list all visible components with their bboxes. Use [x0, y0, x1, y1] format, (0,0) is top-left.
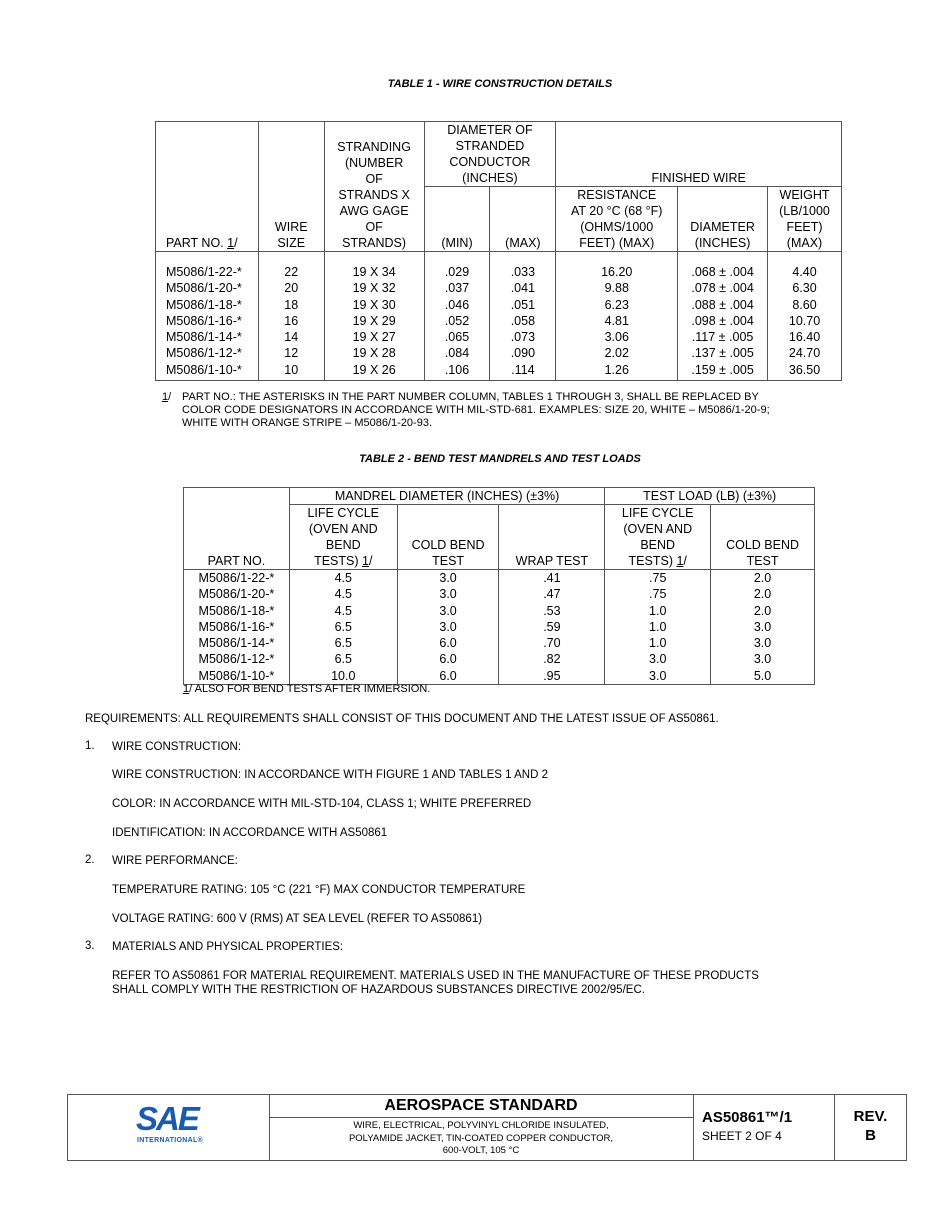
section-1-number: 1. — [85, 740, 95, 752]
standard-title: AEROSPACE STANDARD — [269, 1095, 693, 1118]
header-min: (MIN) — [424, 187, 490, 252]
rev-value: B — [865, 1127, 876, 1144]
column-part-no: M5086/1-22-* M5086/1-20-* M5086/1-18-* M5086/1-16-* M5086/1-14-* M5086/1-12-* M5086/1-10-* — [156, 252, 259, 381]
header-conductor-diameter: DIAMETER OF STRANDED CONDUCTOR (INCHES) — [424, 122, 556, 187]
logo-cell — [68, 1095, 270, 1160]
header-part-no: PART NO. 1/ — [156, 122, 259, 252]
section-3-number: 3. — [85, 940, 95, 952]
header-resistance: RESISTANCE AT 20 °C (68 °F) (OHMS/1000 FEET) (MAX) — [556, 187, 678, 252]
column-part-no: M5086/1-22-* M5086/1-20-* M5086/1-18-* M5086/1-16-* M5086/1-14-* M5086/1-12-* M5086/1-10-* — [184, 570, 290, 685]
column-mandrel-cold: 3.0 3.0 3.0 3.0 6.0 6.0 6.0 — [397, 570, 499, 685]
bend-test-table — [183, 487, 815, 685]
sae-logo: SAE — [136, 1100, 198, 1137]
header-wire-size: WIRE SIZE — [258, 122, 324, 252]
header-mandrel-cold-bend: COLD BEND TEST — [397, 505, 499, 570]
header-weight: WEIGHT (LB/1000 FEET) (MAX) — [768, 187, 842, 252]
doc-number: AS50861™/1 — [702, 1109, 793, 1126]
requirements-statement: REQUIREMENTS: ALL REQUIREMENTS SHALL CONSIST OF THIS DOCUMENT AND THE LATEST ISSUE OF AS50861. — [85, 713, 719, 725]
column-min: .029 .037 .046 .052 .065 .084 .106 — [424, 252, 490, 381]
standard-description: WIRE, ELECTRICAL, POLYVINYL CHLORIDE INSULATED, POLYAMIDE JACKET, TIN-COATED COPPER CONDUCTOR, 600-VOLT, 105 °C — [348, 1120, 614, 1156]
section-3-item: SHALL COMPLY WITH THE RESTRICTION OF HAZARDOUS SUBSTANCES DIRECTIVE 2002/95/EC. — [112, 984, 645, 996]
column-max: .033 .041 .051 .058 .073 .090 .114 — [490, 252, 556, 381]
header-stranding: STRANDING (NUMBER OF STRANDS X AWG GAGE OF STRANDS) — [324, 122, 424, 252]
header-max: (MAX) — [490, 187, 556, 252]
header-part-no: PART NO. — [184, 488, 290, 570]
doc-number-cell — [694, 1095, 835, 1160]
table1-caption: TABLE 1 - WIRE CONSTRUCTION DETAILS — [387, 78, 613, 90]
column-stranding: 19 X 34 19 X 32 19 X 30 19 X 29 19 X 27 19 X 28 19 X 26 — [324, 252, 424, 381]
column-wire-size: 22 20 18 16 14 12 10 — [258, 252, 324, 381]
section-1-title: WIRE CONSTRUCTION: — [112, 741, 242, 753]
sae-logo-sub: INTERNATIONAL® — [137, 1137, 204, 1144]
table2-footnote: 1/ ALSO FOR BEND TESTS AFTER IMMERSION. — [183, 683, 431, 695]
section-3-item: REFER TO AS50861 FOR MATERIAL REQUIREMENT. MATERIALS USED IN THE MANUFACTURE OF THESE PRODUCTS — [112, 970, 759, 982]
table2-caption: TABLE 2 - BEND TEST MANDRELS AND TEST LOADS — [359, 453, 641, 465]
section-2-item: TEMPERATURE RATING: 105 °C (221 °F) MAX CONDUCTOR TEMPERATURE — [112, 884, 526, 896]
column-diameter: .068 ± .004 .078 ± .004 .088 ± .004 .098 ± .004 .117 ± .005 .137 ± .005 .159 ± .005 — [678, 252, 768, 381]
section-3-title: MATERIALS AND PHYSICAL PROPERTIES: — [112, 941, 344, 953]
section-2-number: 2. — [85, 854, 95, 866]
column-load-life: .75 .75 1.0 1.0 1.0 3.0 3.0 — [605, 570, 711, 685]
wire-construction-table — [155, 121, 842, 381]
sheet-number: SHEET 2 OF 4 — [702, 1129, 782, 1143]
column-resistance: 16.20 9.88 6.23 4.81 3.06 2.02 1.26 — [556, 252, 678, 381]
section-1-item: WIRE CONSTRUCTION: IN ACCORDANCE WITH FIGURE 1 AND TABLES 1 AND 2 — [112, 769, 548, 781]
section-2-item: VOLTAGE RATING: 600 V (RMS) AT SEA LEVEL (REFER TO AS50861) — [112, 913, 483, 925]
column-load-cold: 2.0 2.0 2.0 3.0 3.0 3.0 5.0 — [711, 570, 815, 685]
table1-footnote-mark: 1/ — [162, 391, 172, 403]
section-1-item: IDENTIFICATION: IN ACCORDANCE WITH AS50861 — [112, 827, 388, 839]
section-1-item: COLOR: IN ACCORDANCE WITH MIL-STD-104, CLASS 1; WHITE PREFERRED — [112, 798, 532, 810]
header-diameter: DIAMETER (INCHES) — [678, 187, 768, 252]
header-load-life-cycle: LIFE CYCLE (OVEN AND BEND TESTS) 1/ — [605, 505, 711, 570]
header-finished-wire: FINISHED WIRE — [556, 122, 842, 187]
header-mandrel-diameter: MANDREL DIAMETER (INCHES) (±3%) — [289, 488, 604, 505]
column-weight: 4.40 6.30 8.60 10.70 16.40 24.70 36.50 — [768, 252, 842, 381]
title-block — [67, 1094, 907, 1161]
table1-footnote: PART NO.: THE ASTERISKS IN THE PART NUMBER COLUMN, TABLES 1 THROUGH 3, SHALL BE REPLACED BY COLOR CODE DESIGNATORS IN ACCORDANCE WITH MIL-STD-681. EXAMPLES: SIZE 20, WHITE – M5086/1-20-9; WHITE WITH ORANGE STRIPE – M5086/1-20-93. — [182, 391, 770, 429]
header-test-load: TEST LOAD (LB) (±3%) — [605, 488, 815, 505]
column-wrap: .41 .47 .53 .59 .70 .82 .95 — [499, 570, 605, 685]
header-mandrel-life-cycle: LIFE CYCLE (OVEN AND BEND TESTS) 1/ — [289, 505, 397, 570]
rev-label: REV. — [853, 1108, 888, 1125]
column-mandrel-life: 4.5 4.5 4.5 6.5 6.5 6.5 10.0 — [289, 570, 397, 685]
revision-cell — [835, 1095, 906, 1160]
header-wrap-test: WRAP TEST — [499, 505, 605, 570]
header-load-cold-bend: COLD BEND TEST — [711, 505, 815, 570]
section-2-title: WIRE PERFORMANCE: — [112, 855, 238, 867]
title-cell — [269, 1095, 694, 1160]
